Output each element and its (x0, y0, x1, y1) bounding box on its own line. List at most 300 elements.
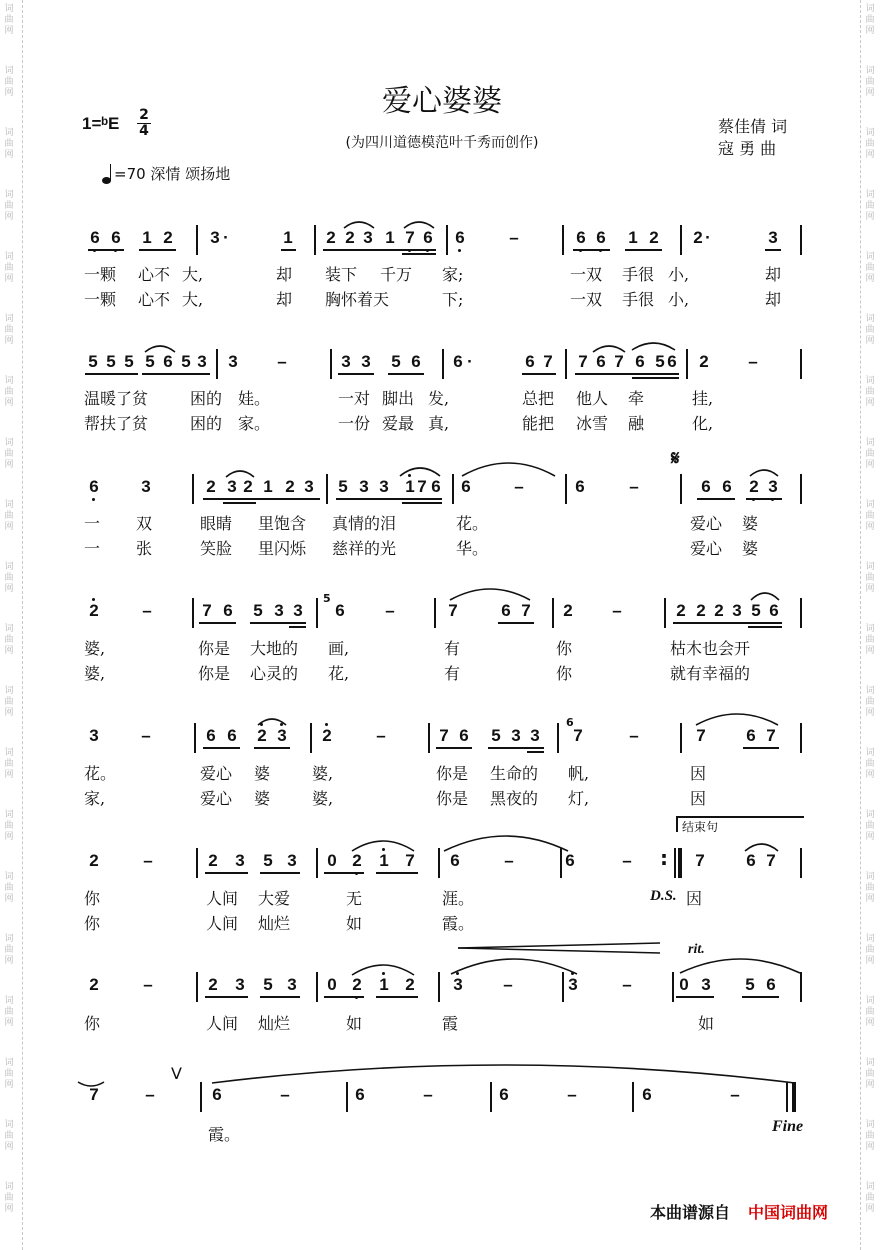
lyric-text: 霞。 (442, 914, 475, 933)
lyric-text: 融 (628, 414, 645, 433)
jianpu-note: 5 (491, 726, 501, 745)
jianpu-note: 2 (347, 975, 367, 995)
jianpu-note: 2 (693, 228, 703, 247)
lyric-text: 霞。 (208, 1125, 241, 1144)
lyric-text: 爱心 (690, 514, 723, 533)
lyric-text: 因 (690, 789, 707, 808)
watermark-mark: 词 曲 网 (865, 500, 875, 532)
jianpu-note: 6 (667, 352, 677, 371)
jianpu-note: – (622, 975, 632, 994)
lyric-text: 下; (442, 290, 464, 309)
slur-tie (632, 343, 675, 350)
jianpu-note: 2 (206, 477, 216, 496)
jianpu-note: 2 (405, 975, 415, 994)
jianpu-note: 6 (769, 601, 779, 620)
time-signature-top: 2 (139, 107, 149, 123)
jianpu-note: 6 (355, 1085, 365, 1104)
jianpu-note: 7 (400, 228, 420, 248)
fine-marking: Fine (772, 1118, 804, 1135)
jianpu-note: 3 (235, 851, 245, 870)
lyric-text: 花, (328, 664, 350, 683)
lyric-text: 化, (692, 414, 714, 433)
watermark-mark: 词 曲 网 (4, 1058, 14, 1090)
slur-tie (450, 589, 530, 600)
jianpu-note: 6 (223, 601, 233, 620)
watermark-mark: 词 曲 网 (865, 1120, 875, 1152)
lyric-text: 胸怀着天 (325, 290, 390, 309)
slur-tie (462, 463, 555, 476)
lyric-text: 一颗 (84, 290, 117, 309)
lyric-text: 娃。 (238, 389, 271, 408)
jianpu-note: 2 (714, 601, 724, 620)
slur-tie (751, 593, 779, 600)
composer-credit: 寇 勇 曲 (718, 139, 777, 158)
jianpu-note: · (223, 228, 229, 247)
watermark-mark: 词 曲 网 (4, 500, 14, 532)
jianpu-note: – (143, 975, 153, 994)
jianpu-note: 2 (252, 726, 272, 746)
lyric-text: 眼睛 (200, 514, 233, 533)
jianpu-note: 3 (235, 975, 245, 994)
watermark-mark: 词 曲 网 (865, 810, 875, 842)
lyric-text: 婆, (84, 639, 106, 658)
footer-source-label: 本曲谱源自 (650, 1203, 731, 1222)
slur-tie (145, 346, 175, 352)
end-phrase-bracket (676, 816, 804, 832)
watermark-mark: 词 曲 网 (4, 872, 14, 904)
jianpu-note: 5 (391, 352, 401, 371)
jianpu-note: 6 (722, 477, 732, 496)
ds-marking: D.S. (650, 888, 677, 904)
lyric-text: 你 (84, 1014, 101, 1033)
lyric-text: 爱心 (690, 539, 723, 558)
jianpu-note: 2 (243, 477, 253, 496)
jianpu-note: 6 (450, 228, 470, 248)
lyric-text: 就有幸福的 (670, 664, 751, 683)
lyric-text: 冰雪 (576, 414, 609, 433)
jianpu-note: 3 (361, 352, 371, 371)
watermark-mark: 词 曲 网 (865, 934, 875, 966)
jianpu-note: 2 (676, 601, 686, 620)
dynamic-hairpin (458, 943, 660, 948)
watermark-mark: 词 曲 网 (865, 1058, 875, 1090)
jianpu-note: 3 (379, 477, 389, 496)
jianpu-note: · (467, 352, 473, 371)
footer-source (650, 1200, 828, 1223)
watermark-mark: 词 曲 网 (865, 190, 875, 222)
lyric-text: 如 (346, 914, 363, 933)
jianpu-note: 7 (89, 1085, 99, 1104)
lyric-text: 挂, (692, 389, 714, 408)
jianpu-note: 1 (374, 975, 394, 995)
jianpu-note: 2 (163, 228, 173, 247)
jianpu-note: 5 (253, 601, 263, 620)
slur-tie (451, 959, 577, 974)
jianpu-note: 5 (106, 352, 116, 371)
jianpu-note: – (514, 477, 524, 496)
watermark-mark: 词 曲 网 (4, 252, 14, 284)
lyric-text: 能把 (522, 414, 555, 433)
jianpu-note: 2 (699, 352, 709, 371)
jianpu-note: 6 (206, 726, 216, 745)
watermark-mark: 词 曲 网 (4, 376, 14, 408)
jianpu-note: 5 (145, 352, 155, 371)
slur-tie (593, 346, 625, 352)
jianpu-note: 7 (521, 601, 531, 620)
jianpu-note: – (280, 1085, 290, 1104)
jianpu-note: 3 (763, 477, 783, 497)
watermark-mark: 词 曲 网 (4, 624, 14, 656)
jianpu-note: 7 (696, 726, 706, 745)
jianpu-note: 3 (89, 726, 99, 745)
lyric-text: 你 (84, 914, 101, 933)
jianpu-note: 3 (287, 851, 297, 870)
lyric-text: 小, (668, 290, 690, 309)
lyric-text: 花。 (84, 764, 117, 783)
jianpu-note: 3 (701, 975, 711, 994)
jianpu-note: 6 (701, 477, 711, 496)
jianpu-note: 6 (746, 726, 756, 745)
jianpu-note: – (629, 726, 639, 745)
jianpu-note: – (376, 726, 386, 745)
lyric-text: 霞 (442, 1014, 459, 1033)
jianpu-note: 3 (359, 477, 369, 496)
lyric-text: 一对 (338, 389, 371, 408)
lyric-text: 无 (346, 889, 363, 908)
slur-tie (444, 836, 568, 851)
jianpu-note: 1 (628, 228, 638, 247)
jianpu-note: 7 (202, 601, 212, 620)
lyric-text: 大, (182, 290, 204, 309)
watermark-mark: 词 曲 网 (4, 1182, 14, 1214)
jianpu-note: · (705, 228, 711, 247)
lyric-text: 你是 (198, 664, 231, 683)
tempo-text: =70 深情 颂扬地 (114, 165, 231, 183)
jianpu-note: 7 (448, 601, 458, 620)
watermark-mark: 词 曲 网 (865, 376, 875, 408)
jianpu-note: 3 (227, 477, 237, 496)
watermark-mark: 词 曲 网 (4, 66, 14, 98)
slur-tie (750, 470, 778, 476)
jianpu-note: 2 (285, 477, 295, 496)
jianpu-note: 3 (363, 228, 373, 247)
jianpu-note: 6 (163, 352, 173, 371)
jianpu-note: 6 (766, 975, 776, 994)
watermark-mark: 词 曲 网 (865, 438, 875, 470)
lyric-text: 心不 (138, 265, 171, 284)
lyric-text: 黑夜的 (490, 789, 539, 808)
lyric-text: 婆, (312, 789, 334, 808)
jianpu-note: 7 (766, 851, 776, 870)
jianpu-note: 6 (525, 352, 535, 371)
jianpu-note: 6 (596, 352, 606, 371)
slur-tie (680, 959, 800, 973)
jianpu-note: 0 (327, 975, 337, 994)
lyric-text: 家; (442, 265, 464, 284)
lyric-text: 灿烂 (258, 914, 291, 933)
watermark-mark: 词 曲 网 (4, 748, 14, 780)
lyric-text: 脚出 (382, 389, 415, 408)
slur-tie (78, 1082, 104, 1086)
watermark-mark: 词 曲 网 (4, 128, 14, 160)
jianpu-note: 6 (591, 228, 611, 248)
jianpu-note: – (423, 1085, 433, 1104)
watermark-mark: 词 曲 网 (865, 1182, 875, 1214)
segno-sign: 𝄋 (671, 446, 680, 470)
jianpu-note: 3 (448, 975, 468, 995)
lyric-text: 婆 (742, 514, 759, 533)
lyric-text: 一颗 (84, 265, 117, 284)
jianpu-note: 6 (635, 352, 645, 371)
watermark-mark: 词 曲 网 (4, 686, 14, 718)
jianpu-note: – (622, 851, 632, 870)
lyric-text: 却 (276, 265, 293, 284)
watermark-mark: 词 曲 网 (865, 624, 875, 656)
watermark-mark: 词 曲 网 (4, 438, 14, 470)
jianpu-note: 3 (768, 228, 778, 247)
watermark-mark: 词 曲 网 (865, 4, 875, 36)
jianpu-note: 7 (695, 851, 705, 870)
lyric-text: 真, (428, 414, 450, 433)
lyric-text: 你 (556, 639, 573, 658)
lyric-text: 人间 (206, 889, 239, 908)
jianpu-note: 5 (263, 975, 273, 994)
slur-tie (745, 844, 778, 851)
jianpu-note: 5 (338, 477, 348, 496)
lyric-text: 有 (444, 664, 461, 683)
lyric-text: 却 (276, 290, 293, 309)
jianpu-note: – (748, 352, 758, 371)
jianpu-note: 3 (732, 601, 742, 620)
lyric-text: 张 (136, 539, 153, 558)
footer-site-name: 中国词曲网 (748, 1203, 829, 1222)
grace-note: 5 (323, 592, 331, 605)
slur-tie (344, 222, 374, 228)
jianpu-note: 3 (210, 228, 220, 247)
jianpu-note: 2 (84, 601, 104, 621)
jianpu-note: 6 (461, 477, 471, 496)
jianpu-note: 7 (417, 477, 427, 496)
jianpu-note: 6 (227, 726, 237, 745)
jianpu-note: 6 (565, 851, 575, 870)
lyric-text: 慈祥的光 (332, 539, 397, 558)
jianpu-note: 6 (85, 228, 105, 248)
jianpu-note: 1 (374, 851, 394, 871)
jianpu-note: 2 (696, 601, 706, 620)
jianpu-note: 6 (411, 352, 421, 371)
lyric-text: 总把 (522, 389, 555, 408)
jianpu-note: 2 (649, 228, 659, 247)
lyric-text: 婆, (312, 764, 334, 783)
jianpu-note: 5 (745, 975, 755, 994)
slur-tie (226, 471, 254, 477)
jianpu-note: 6 (106, 228, 126, 248)
lyric-text: 生命的 (490, 764, 539, 783)
jianpu-note: 5 (751, 601, 761, 620)
lyric-text: 手很 (622, 265, 655, 284)
lyric-text: 枯木也会开 (670, 639, 751, 658)
song-subtitle: (为四川道德模范叶千秀而创作) (345, 135, 539, 151)
lyric-text: 人间 (206, 1014, 239, 1033)
lyric-text: 小, (668, 265, 690, 284)
jianpu-note: 7 (543, 352, 553, 371)
jianpu-note: 6 (501, 601, 511, 620)
jianpu-note: 0 (679, 975, 689, 994)
watermark-mark: 词 曲 网 (4, 4, 14, 36)
jianpu-note: 3 (530, 726, 540, 745)
slur-tie (404, 222, 434, 228)
watermark-mark: 词 曲 网 (865, 314, 875, 346)
lyric-text: 他人 (576, 389, 609, 408)
lyric-text: 一份 (338, 414, 371, 433)
lyric-text: 因 (690, 764, 707, 783)
jianpu-note: 6 (453, 352, 463, 371)
watermark-mark: 词 曲 网 (865, 66, 875, 98)
jianpu-note: 6 (335, 601, 345, 620)
lyric-text: 婆 (254, 789, 271, 808)
lyric-text: 温暖了贫 (84, 389, 149, 408)
jianpu-note: 2 (563, 601, 573, 620)
jianpu-note: 7 (573, 726, 583, 745)
lyric-text: 大, (182, 265, 204, 284)
jianpu-note: – (142, 601, 152, 620)
jianpu-note: 1 (142, 228, 152, 247)
lyric-text: 家, (84, 789, 106, 808)
grace-note: 6 (566, 716, 574, 729)
watermark-mark: 词 曲 网 (865, 686, 875, 718)
jianpu-note: 3 (304, 477, 314, 496)
key-signature: 1=ᵇE (82, 114, 120, 133)
jianpu-note: 6 (431, 477, 441, 496)
slur-tie (352, 841, 414, 851)
lyric-text: 双 (136, 514, 153, 533)
lyric-text: 装下 (325, 265, 358, 284)
lyric-text: 里饱含 (258, 514, 307, 533)
jianpu-note: 2 (208, 975, 218, 994)
jianpu-note: – (504, 851, 514, 870)
jianpu-note: 3 (228, 352, 238, 371)
lyric-text: 爱心 (200, 764, 233, 783)
lyric-text: 却 (765, 265, 782, 284)
jianpu-note: 1 (283, 228, 293, 247)
jianpu-note: 6 (450, 851, 460, 870)
lyric-text: 千万 (380, 265, 413, 284)
lyric-text: 如 (698, 1014, 715, 1033)
jianpu-note: 6 (84, 477, 104, 497)
lyric-text: 一 (84, 514, 101, 533)
jianpu-note: 6 (418, 228, 438, 248)
jianpu-note: 3 (197, 352, 207, 371)
jianpu-note: – (143, 851, 153, 870)
lyric-text: 手很 (622, 290, 655, 309)
lyric-text: 你是 (436, 764, 469, 783)
watermark-mark: 词 曲 网 (4, 1120, 14, 1152)
lyric-text: 婆 (254, 764, 271, 783)
lyric-text: 大地的 (250, 639, 299, 658)
watermark-mark: 词 曲 网 (865, 128, 875, 160)
jianpu-note: 2 (326, 228, 336, 247)
lyric-text: 笑脸 (200, 539, 233, 558)
song-title: 爱心婆婆 (382, 84, 502, 119)
jianpu-note: 5 (263, 851, 273, 870)
jianpu-note: 7 (439, 726, 449, 745)
lyric-text: 你是 (198, 639, 231, 658)
watermark-mark: 词 曲 网 (865, 252, 875, 284)
jianpu-note: – (141, 726, 151, 745)
lyric-text: 心灵的 (250, 664, 299, 683)
lyric-text: 真情的泪 (332, 514, 397, 533)
jianpu-note: 2 (345, 228, 355, 247)
lyric-text: 你是 (436, 789, 469, 808)
watermark-mark: 词 曲 网 (4, 190, 14, 222)
jianpu-note: 6 (642, 1085, 652, 1104)
lyric-text: 爱心 (200, 789, 233, 808)
slur-tie (400, 468, 440, 476)
jianpu-note: 5 (181, 352, 191, 371)
watermark-mark: 词 曲 网 (4, 934, 14, 966)
jianpu-note: 6 (499, 1085, 509, 1104)
lyric-text: 你 (556, 664, 573, 683)
jianpu-note: 3 (341, 352, 351, 371)
lyric-text: 一 (84, 539, 101, 558)
lyric-text: 灯, (568, 789, 590, 808)
lyric-text: 帆, (568, 764, 590, 783)
jianpu-note: 3 (563, 975, 583, 995)
lyric-text: 涯。 (442, 889, 475, 908)
lyric-text: 里闪烁 (258, 539, 307, 558)
jianpu-note: 7 (578, 352, 588, 371)
jianpu-note: 5 (655, 352, 665, 371)
lyric-text: 婆 (742, 539, 759, 558)
repeat-sign: : (660, 846, 668, 870)
watermark-mark: 词 曲 网 (4, 810, 14, 842)
lyric-text: 因 (686, 889, 703, 908)
jianpu-note: 5 (88, 352, 98, 371)
jianpu-note: – (503, 975, 513, 994)
jianpu-note: 1 (400, 477, 420, 497)
jianpu-note: 6 (459, 726, 469, 745)
jianpu-note: 3 (511, 726, 521, 745)
watermark-mark: 词 曲 网 (865, 872, 875, 904)
lyric-text: 婆, (84, 664, 106, 683)
lyric-text: 却 (765, 290, 782, 309)
watermark-mark: 词 曲 网 (4, 314, 14, 346)
lyric-text: 花。 (456, 514, 489, 533)
jianpu-note: 1 (385, 228, 395, 247)
jianpu-note: – (385, 601, 395, 620)
slur-tie (258, 719, 286, 725)
slur-tie (212, 1065, 795, 1083)
lyric-text: 有 (444, 639, 461, 658)
jianpu-note: 2 (317, 726, 337, 746)
dynamic-hairpin (458, 948, 660, 953)
lyric-text: 灿烂 (258, 1014, 291, 1033)
jianpu-note: 3 (274, 601, 284, 620)
lyric-text: 家。 (238, 414, 271, 433)
jianpu-note: – (277, 352, 287, 371)
jianpu-note: 7 (614, 352, 624, 371)
time-signature-bottom: 4 (137, 123, 151, 139)
slur-tie (696, 714, 778, 725)
jianpu-note: 6 (571, 228, 591, 248)
lyric-text: 爱最 (382, 414, 415, 433)
jianpu-note: 2 (744, 477, 764, 497)
jianpu-note: 3 (293, 601, 303, 620)
watermark-mark: 词 曲 网 (4, 996, 14, 1028)
lyric-text: 心不 (138, 290, 171, 309)
jianpu-note: 2 (347, 851, 367, 871)
jianpu-note: – (509, 228, 519, 247)
